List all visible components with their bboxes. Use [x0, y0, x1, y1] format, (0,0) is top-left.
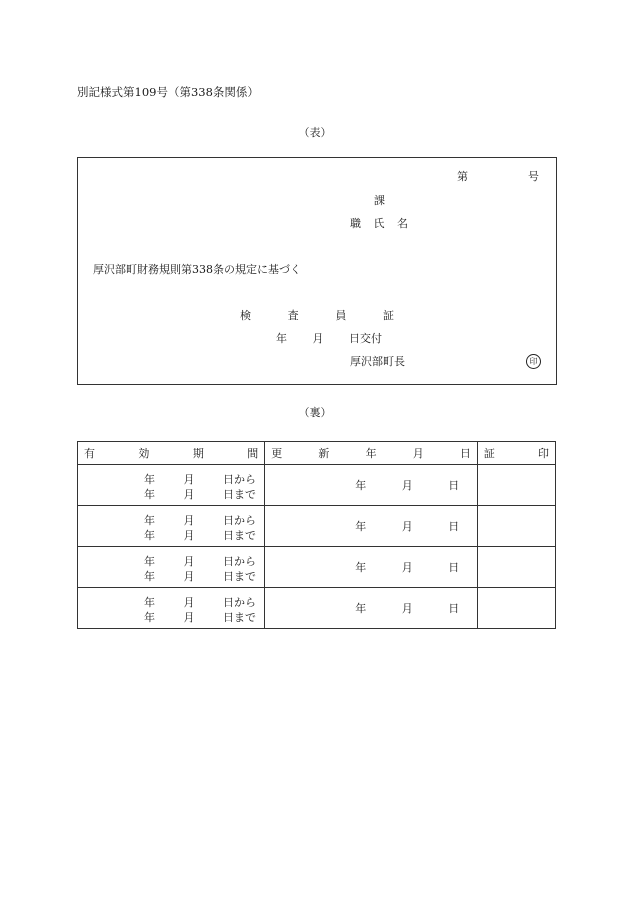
- renewal-header: [265, 442, 478, 465]
- renewal-char-2: 新: [318, 447, 330, 460]
- table-row: [78, 465, 556, 506]
- validity-cell: [78, 547, 265, 588]
- front-card: [77, 157, 557, 385]
- renewal-date: 年 月 日: [355, 561, 460, 574]
- renewal-date: 年 月 日: [355, 520, 460, 533]
- position-char-1: 職: [350, 217, 361, 230]
- valid-from: 年 月 日から: [144, 555, 256, 568]
- certificate-title: [240, 307, 394, 323]
- stamp-cell: [477, 506, 555, 547]
- issue-month: 月: [312, 332, 324, 345]
- validity-char-4: 間: [247, 447, 259, 460]
- front-side-label: （表）: [298, 126, 332, 139]
- stamp-header: [477, 442, 555, 465]
- renewal-char-5: 日: [459, 447, 471, 460]
- renewal-date: 年 月 日: [355, 602, 460, 615]
- table-row: [78, 506, 556, 547]
- seal-icon: 印: [526, 354, 541, 369]
- number-prefix: 第: [457, 170, 468, 183]
- stamp-char-1: 証: [483, 447, 495, 460]
- renewal-cell: [265, 588, 478, 629]
- position-name-label: [350, 215, 408, 231]
- stamp-cell: [477, 588, 555, 629]
- issue-date: [276, 330, 382, 346]
- regulation-basis: 厚沢部町財務規則第338条の規定に基づく: [93, 263, 301, 276]
- valid-from: 年 月 日から: [144, 473, 256, 486]
- title-char-2: 査: [287, 309, 299, 322]
- validity-char-1: 有: [84, 447, 95, 460]
- stamp-cell: [477, 547, 555, 588]
- table-row: [78, 547, 556, 588]
- department-label: 課: [374, 194, 385, 207]
- title-char-4: 証: [382, 309, 394, 322]
- certificate-number: [457, 168, 539, 184]
- stamp-cell: [477, 465, 555, 506]
- validity-cell: [78, 506, 265, 547]
- table-row: [78, 588, 556, 629]
- issue-day: 日交付: [349, 332, 382, 345]
- valid-to: 年 月 日まで: [144, 611, 256, 624]
- validity-char-2: 効: [138, 447, 150, 460]
- valid-to: 年 月 日まで: [144, 570, 256, 583]
- validity-cell: [78, 465, 265, 506]
- valid-from: 年 月 日から: [144, 514, 256, 527]
- position-char-3: 名: [397, 217, 408, 230]
- back-side-label: （裏）: [298, 406, 332, 419]
- valid-to: 年 月 日まで: [144, 529, 256, 542]
- renewal-char-3: 年: [365, 447, 377, 460]
- validity-char-3: 期: [192, 447, 204, 460]
- renewal-char-4: 月: [412, 447, 424, 460]
- valid-to: 年 月 日まで: [144, 488, 256, 501]
- stamp-char-2: 印: [538, 447, 549, 460]
- valid-from: 年 月 日から: [144, 596, 256, 609]
- validity-header: [78, 442, 265, 465]
- position-char-2: 氏: [373, 217, 385, 230]
- issue-year: 年: [276, 332, 287, 345]
- renewal-char-1: 更: [271, 447, 283, 460]
- renewal-cell: [265, 506, 478, 547]
- renewal-cell: [265, 465, 478, 506]
- renewal-cell: [265, 547, 478, 588]
- validity-cell: [78, 588, 265, 629]
- renewal-table: [77, 441, 556, 629]
- form-heading: 別記様式第109号（第338条関係）: [77, 85, 259, 99]
- number-suffix: 号: [528, 170, 539, 183]
- renewal-date: 年 月 日: [355, 479, 460, 492]
- issuer-name: 厚沢部町長: [350, 355, 405, 368]
- table-header-row: [78, 442, 556, 465]
- title-char-3: 員: [335, 309, 347, 322]
- title-char-1: 検: [240, 309, 251, 322]
